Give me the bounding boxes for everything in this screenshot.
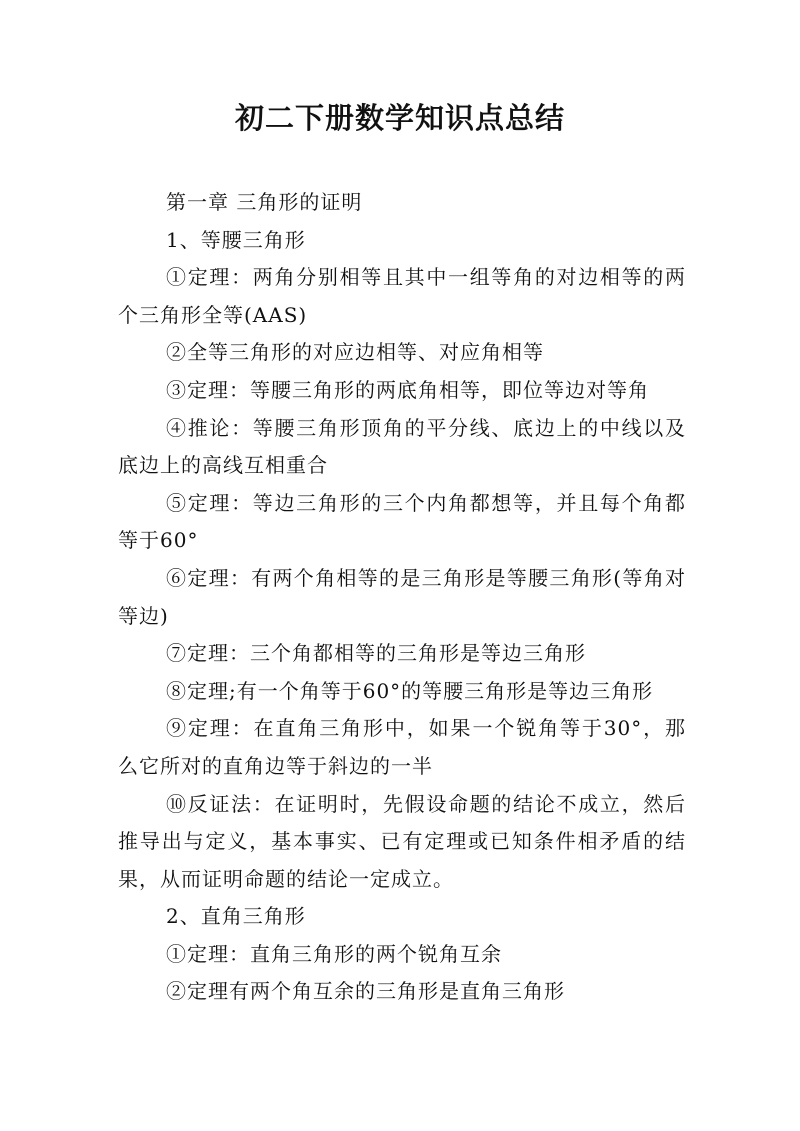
theorem-item: ⑨定理：在直角三角形中，如果一个锐角等于30°，那么它所对的直角边等于斜边的一半: [118, 716, 686, 778]
document-body: [118, 184, 686, 1011]
theorem-item: ⑤定理：等边三角形的三个内角都想等，并且每个角都等于60°: [118, 490, 686, 553]
theorem-item: ②全等三角形的对应边相等、对应角相等: [166, 340, 544, 365]
theorem-item: ⑥定理：有两个角相等的是三角形是等腰三角形(等角对等边): [118, 565, 686, 628]
theorem-item: ⑧定理;有一个角等于60°的等腰三角形是等边三角形: [166, 678, 654, 703]
section-heading-isosceles: 1、等腰三角形: [166, 227, 306, 252]
theorem-item: ③定理：等腰三角形的两底角相等，即位等边对等角: [166, 377, 649, 402]
theorem-item: ⑩反证法：在证明时，先假设命题的结论不成立，然后推导出与定义，基本事实、已有定理或已知条件相矛盾的结果，从而证明命题的结论一定成立。: [118, 791, 686, 891]
document-title: 初二下册数学知识点总结: [234, 101, 565, 135]
theorem-item: ①定理：直角三角形的两个锐角互余: [166, 941, 502, 966]
theorem-item: ④推论：等腰三角形顶角的平分线、底边上的中线以及底边上的高线互相重合: [118, 415, 686, 478]
theorem-item: ⑦定理：三个角都相等的三角形是等边三角形: [166, 641, 586, 666]
theorem-item: ②定理有两个角互余的三角形是直角三角形: [166, 979, 565, 1004]
section-heading-right-triangle: 2、直角三角形: [166, 904, 306, 929]
chapter-heading: 第一章 三角形的证明: [166, 190, 363, 214]
theorem-item: ①定理：两角分别相等且其中一组等角的对边相等的两个三角形全等(AAS): [118, 265, 686, 327]
